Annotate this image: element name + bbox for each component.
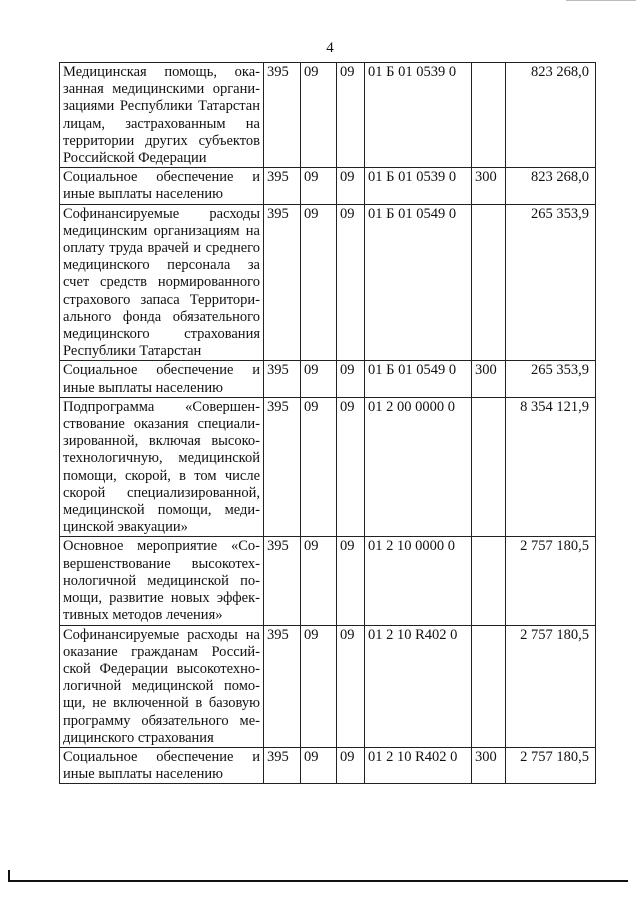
row-ministry-code: 395 [264, 397, 301, 537]
row-expense-type-code: 300 [472, 747, 506, 783]
row-subsection-code: 09 [337, 361, 365, 397]
page-corner-mark [566, 0, 636, 5]
row-subsection-code: 09 [337, 625, 365, 747]
row-name: Софинансируемые расходы медицинским организациям на оплату труда врачей и среднего медицинского персонала за счет средств нормированного страхового запаса Территориального фонда обязательного медицинского страхования Республики Татарстан [60, 204, 264, 361]
row-ministry-code: 395 [264, 63, 301, 168]
row-expense-type-code: 300 [472, 361, 506, 397]
row-subsection-code: 09 [337, 204, 365, 361]
row-amount: 2 757 180,5 [506, 537, 596, 625]
table-row [60, 625, 596, 747]
row-section-code: 09 [301, 747, 337, 783]
row-target-item-code: 01 2 10 0000 0 [365, 537, 472, 625]
row-section-code: 09 [301, 204, 337, 361]
row-section-code: 09 [301, 63, 337, 168]
table-row [60, 361, 596, 397]
row-amount: 823 268,0 [506, 168, 596, 204]
row-expense-type-code [472, 537, 506, 625]
row-expense-type-code [472, 204, 506, 361]
row-ministry-code: 395 [264, 747, 301, 783]
row-name: Основное мероприятие «Совершенствование высокотехнологичной медицинской помощи, развитие новых эффективных методов лечения» [60, 537, 264, 625]
row-name: Социальное обеспечение и иные выплаты населению [60, 168, 264, 204]
row-target-item-code: 01 2 10 R402 0 [365, 625, 472, 747]
row-expense-type-code [472, 63, 506, 168]
row-amount: 265 353,9 [506, 361, 596, 397]
row-subsection-code: 09 [337, 397, 365, 537]
row-ministry-code: 395 [264, 537, 301, 625]
row-target-item-code: 01 Б 01 0539 0 [365, 168, 472, 204]
row-section-code: 09 [301, 168, 337, 204]
row-ministry-code: 395 [264, 168, 301, 204]
row-expense-type-code: 300 [472, 168, 506, 204]
row-target-item-code: 01 2 00 0000 0 [365, 397, 472, 537]
row-expense-type-code [472, 397, 506, 537]
row-name: Медицинская помощь, оказанная медицинскими организациями Республики Татарстан лицам, застрахованным на территории других субъектов Российской Федерации [60, 63, 264, 168]
row-subsection-code: 09 [337, 168, 365, 204]
row-section-code: 09 [301, 625, 337, 747]
row-amount: 2 757 180,5 [506, 625, 596, 747]
table-row [60, 537, 596, 625]
row-subsection-code: 09 [337, 747, 365, 783]
row-name: Социальное обеспечение и иные выплаты населению [60, 361, 264, 397]
row-section-code: 09 [301, 361, 337, 397]
table-row [60, 63, 596, 168]
table-row [60, 204, 596, 361]
row-target-item-code: 01 2 10 R402 0 [365, 747, 472, 783]
row-section-code: 09 [301, 537, 337, 625]
row-ministry-code: 395 [264, 361, 301, 397]
table-row [60, 168, 596, 204]
row-amount: 2 757 180,5 [506, 747, 596, 783]
row-name: Социальное обеспечение и иные выплаты населению [60, 747, 264, 783]
row-amount: 8 354 121,9 [506, 397, 596, 537]
row-ministry-code: 395 [264, 625, 301, 747]
row-expense-type-code [472, 625, 506, 747]
row-subsection-code: 09 [337, 537, 365, 625]
row-name: Подпрограмма «Совершенствование оказания специализированной, включая высокотехнологичную, медицинской помощи, скорой, в том числе скорой специализированной, медицинской помощи, медицинской эвакуации» [60, 397, 264, 537]
row-amount: 823 268,0 [506, 63, 596, 168]
table-row [60, 397, 596, 537]
row-target-item-code: 01 Б 01 0539 0 [365, 63, 472, 168]
row-section-code: 09 [301, 397, 337, 537]
row-ministry-code: 395 [264, 204, 301, 361]
row-target-item-code: 01 Б 01 0549 0 [365, 204, 472, 361]
table-row [60, 747, 596, 783]
row-target-item-code: 01 Б 01 0549 0 [365, 361, 472, 397]
page-number: 4 [326, 40, 334, 56]
row-name: Софинансируемые расходы на оказание гражданам Российской Федерации высокотехнологичной медицинской помощи, не включенной в базовую программу обязательного медицинского страхования [60, 625, 264, 747]
row-amount: 265 353,9 [506, 204, 596, 361]
scan-edge-horizontal [8, 880, 628, 882]
row-subsection-code: 09 [337, 63, 365, 168]
budget-table [59, 62, 596, 784]
